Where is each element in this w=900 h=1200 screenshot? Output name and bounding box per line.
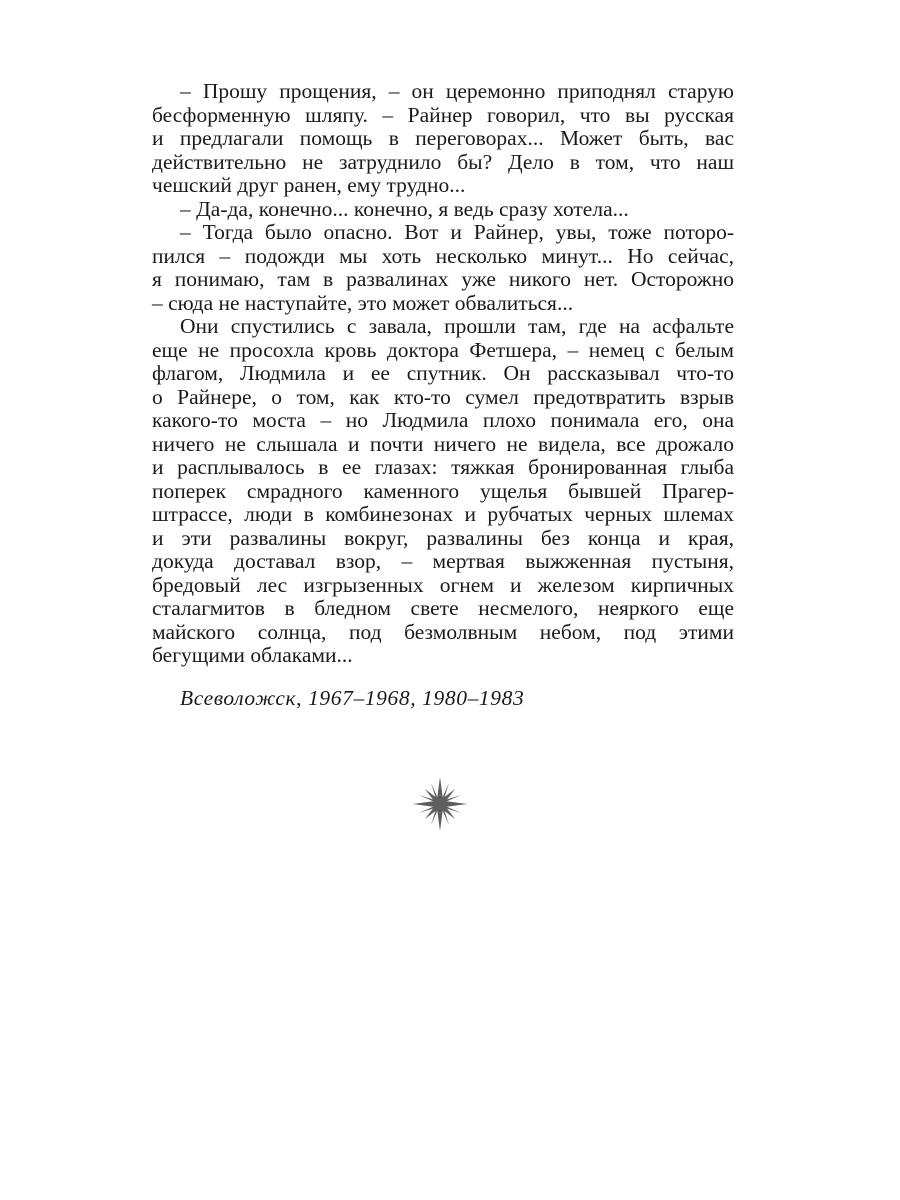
text-line: и эти развалины вокруг, развалины без конца и края, xyxy=(152,525,734,550)
text-line: – Прошу прощения, – он церемонно приподнял старую xyxy=(180,79,734,103)
text-line: – Да-да, конечно... конечно, я ведь сразу хотела... xyxy=(180,196,629,221)
text-line: штрассе, люди в комбинезонах и рубчатых черных шлемах xyxy=(152,502,734,526)
text-line: поперек смрадного каменного ущелья бывшей Прагер- xyxy=(152,478,734,503)
text-line: Они спустились с завала, прошли там, где на асфальте xyxy=(180,314,734,338)
text-line: бесформенную шляпу. – Райнер говорил, что вы русская xyxy=(152,102,734,127)
text-line: какого-то моста – но Людмила плохо понимала его, она xyxy=(152,408,734,432)
text-line: бегущими облаками... xyxy=(152,643,353,667)
text-line: майского солнца, под безмолвным небом, под этими xyxy=(152,619,734,644)
text-line: сталагмитов в бледном свете несмелого, неяркого еще xyxy=(152,596,734,620)
text-line: и расплывалось в ее глазах: тяжкая бронированная глыба xyxy=(152,455,734,479)
text-line: бредовый лес изгрызенных огнем и железом кирпичных xyxy=(152,572,734,597)
place-and-date-signature: Всеволожск, 1967–1968, 1980–1983 xyxy=(180,686,525,710)
text-line: действительно не затруднило бы? Дело в том, что наш xyxy=(152,149,734,174)
text-line: докуда доставал взор, – мертвая выжженная пустыня, xyxy=(152,549,734,573)
text-line: флагом, Людмила и ее спутник. Он рассказывал что-то xyxy=(152,361,734,385)
text-line: пился – подожди мы хоть несколько минут... Но сейчас, xyxy=(152,243,734,268)
text-line: я понимаю, там в развалинах уже никого нет. Осторожно xyxy=(152,267,734,291)
text-line: – сюда не наступайте, это может обвалиться... xyxy=(152,290,574,315)
text-line: ничего не слышала и почти ничего не видела, все дрожало xyxy=(152,431,734,456)
star-ornament-icon xyxy=(412,776,468,832)
body-text xyxy=(152,80,734,668)
text-line: и предлагали помощь в переговорах... Может быть, вас xyxy=(152,126,734,150)
text-line: чешский друг ранен, ему трудно... xyxy=(152,173,466,197)
text-line: о Райнере, о том, как кто-то сумел предотвратить взрыв xyxy=(152,384,734,409)
text-line: – Тогда было опасно. Вот и Райнер, увы, тоже поторо- xyxy=(180,220,734,244)
text-line: еще не просохла кровь доктора Фетшера, – немец с белым xyxy=(152,337,734,362)
